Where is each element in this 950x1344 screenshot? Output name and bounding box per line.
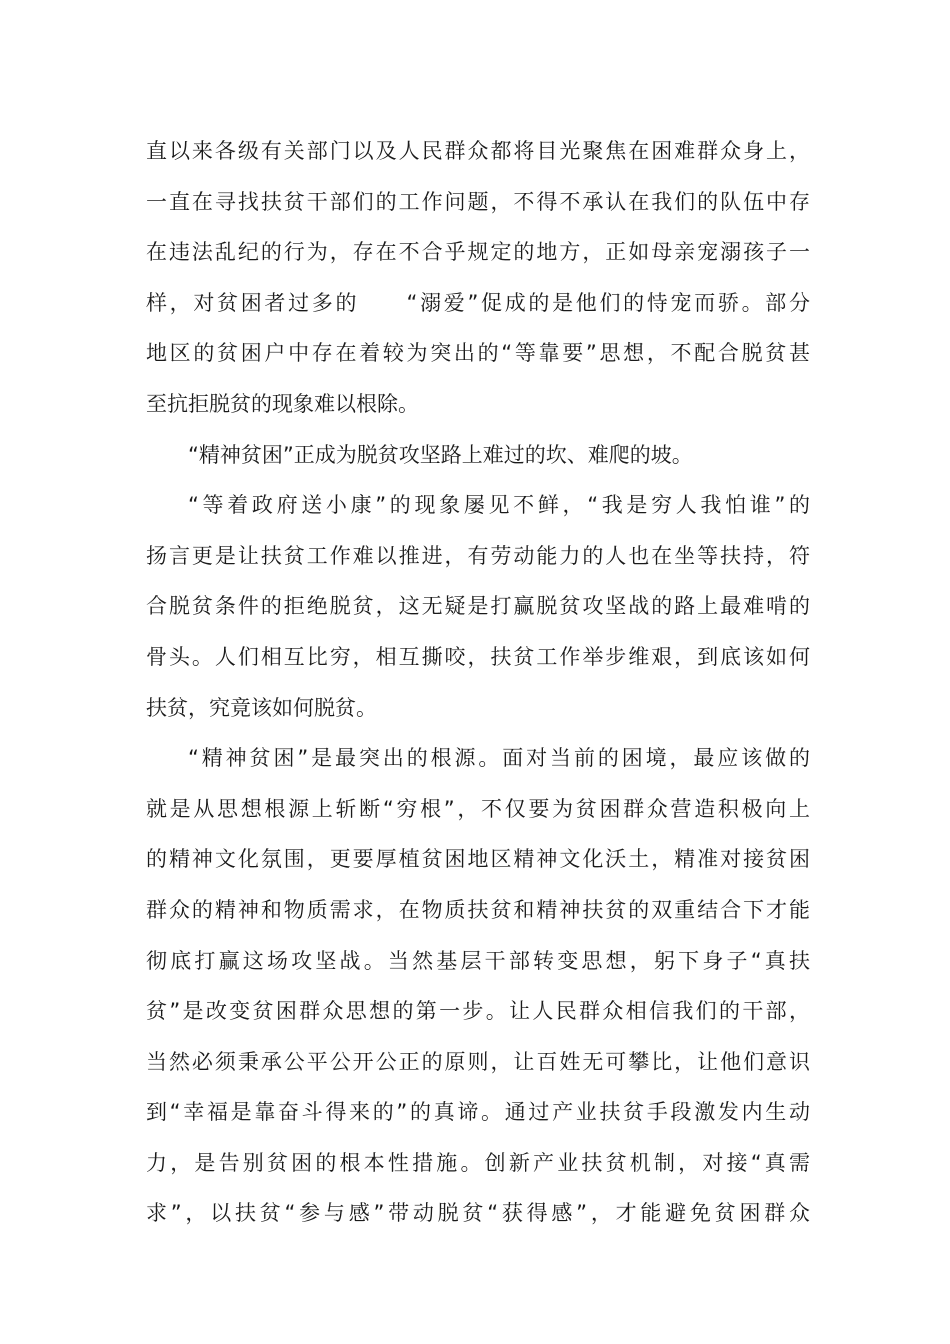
text-line: 地区的贫困户中存在着较为突出的“等靠要”思想，不配合脱贫甚 (146, 341, 810, 366)
text-line: “精神贫困”正成为脱贫攻坚路上难过的坎、难爬的坡。 (188, 442, 693, 467)
text-line: 彻底打赢这场攻坚战。当然基层干部转变思想，躬下身子“真扶 (146, 948, 810, 973)
text-line: 当然必须秉承公平公开公正的原则，让百姓无可攀比，让他们意识 (146, 1049, 810, 1074)
text-line: 扶贫，究竟该如何脱贫。 (146, 695, 377, 720)
text-line: “等着政府送小康”的现象屡见不鲜，“我是穷人我怕谁”的 (188, 493, 810, 518)
text-line: 扬言更是让扶贫工作难以推进，有劳动能力的人也在坐等扶持，符 (146, 543, 810, 568)
document-body (146, 126, 810, 1239)
text-line: 骨头。人们相互比穷，相互撕咬，扶贫工作举步维艰，到底该如何 (146, 644, 810, 669)
text-line: 合脱贫条件的拒绝脱贫，这无疑是打赢脱贫攻坚战的路上最难啃的 (146, 594, 810, 619)
text-line: 力，是告别贫困的根本性措施。创新产业扶贫机制，对接“真需 (146, 1150, 810, 1175)
text-line: 一直在寻找扶贫干部们的工作问题，不得不承认在我们的队伍中存 (146, 189, 810, 214)
text-line: 至抗拒脱贫的现象难以根除。 (146, 391, 419, 416)
text-line: 的精神文化氛围，更要厚植贫困地区精神文化沃土，精准对接贫困 (146, 847, 810, 872)
text-line: 样，对贫困者过多的 “溺爱”促成的是他们的恃宠而骄。部分 (146, 290, 810, 315)
text-line: 到“幸福是靠奋斗得来的”的真谛。通过产业扶贫手段激发内生动 (146, 1100, 810, 1125)
text-line: 就是从思想根源上斩断“穷根”，不仅要为贫困群众营造积极向上 (146, 796, 810, 821)
text-line: 贫”是改变贫困群众思想的第一步。让人民群众相信我们的干部， (146, 999, 810, 1024)
text-line: 在违法乱纪的行为，存在不合乎规定的地方，正如母亲宠溺孩子一 (146, 240, 810, 265)
text-line: 群众的精神和物质需求，在物质扶贫和精神扶贫的双重结合下才能 (146, 897, 810, 922)
text-line: “精神贫困”是最突出的根源。面对当前的困境，最应该做的 (188, 746, 810, 771)
text-line: 直以来各级有关部门以及人民群众都将目光聚焦在困难群众身上， (146, 139, 810, 163)
text-line: 求”，以扶贫“参与感”带动脱贫“获得感”，才能避免贫困群众 (146, 1201, 810, 1226)
